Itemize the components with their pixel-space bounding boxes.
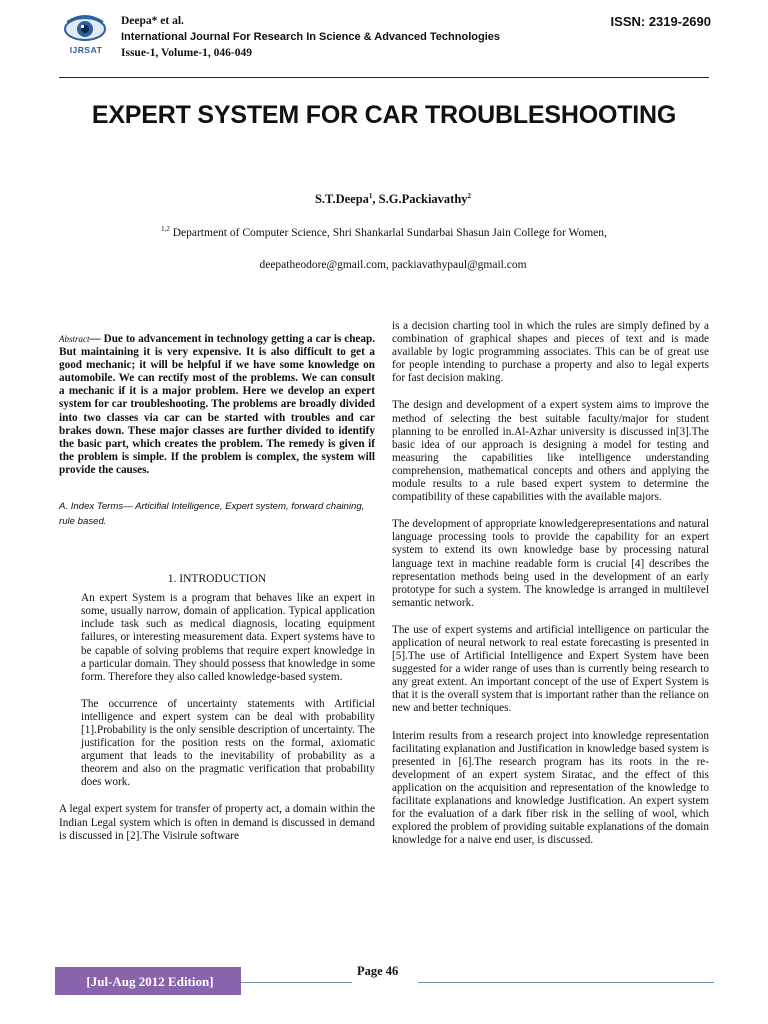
paragraph: A legal expert system for transfer of property act, a domain within the Indian Legal system which is often in demand is discussed in demand is discussed in [2].The Visirule software [59, 803, 375, 842]
section-heading-introduction: 1. INTRODUCTION [167, 573, 267, 586]
author-1-sup: 1 [368, 191, 373, 200]
left-column [59, 333, 375, 857]
affiliation-text: Department of Computer Science, Shri Shankarlal Sundarbai Shasun Jain College for Women, [169, 227, 607, 239]
author-1: S.T.Deepa [314, 192, 369, 206]
author-sep: , [372, 192, 379, 206]
abstract-label: Abstract [59, 334, 90, 344]
affiliation [0, 227, 768, 239]
affiliation-sup: 1,2 [161, 225, 170, 234]
right-column [392, 320, 709, 861]
footer-rule-left [240, 982, 352, 983]
abstract [59, 333, 375, 477]
abstract-text: — Due to advancement in technology getting a car is cheap. But maintaining it is very expensive. It is also difficult to get a good mechanic; it will be helpful if we have some knowledge on automobile. We can rectify most of the problems. We can consult a mechanic if it is a major problem. Here we develop an expert system for car troubleshooting. The problems are broadly divided into two classes via car can be started with troubles and car brakes down. These major classes are further divided to identify the basic part, which creates the problem. The remedy is given if the problem is simple. If the problem is complex, the system will provide the causes. [59, 333, 375, 476]
edition-badge: [Jul-Aug 2012 Edition] [60, 973, 240, 991]
paragraph: An expert System is a program that behaves like an expert in some, usually narrow, domain of application. Typical application include task such as medical diagnosis, locating equipment failures, or interesting measurement data. Expert systems have to be capable of solving problems that require expert knowledge in a particular domain. They should possess that knowledge in some form. Therefore they also called knowledge-based system. [81, 592, 375, 683]
paper-title: EXPERT SYSTEM FOR CAR TROUBLESHOOTING [91, 101, 677, 129]
footer-rule-right [418, 982, 714, 983]
journal-logo [58, 14, 114, 60]
author-emails: deepatheodore@gmail.com, packiavathypaul@gmail.com [259, 259, 527, 271]
author-2-sup: 2 [467, 191, 472, 200]
header-issue: Issue-1, Volume-1, 046-049 [121, 47, 252, 59]
paragraph: The design and development of a expert system aims to improve the method of selecting the best suitable faculty/major for student planning to be enrolled in.Al-Azhar university is discussed in[3].The basic idea of our approach is designing a model for testing and measuring the capabilities like intelligence understanding comprehension, mathematical concepts and others and applying the module results to a rule based expert system to determine the compatibility of these capabilities with the available majors. [392, 399, 709, 504]
header-journal: International Journal For Research In Science & Advanced Technologies [121, 31, 500, 43]
page-number: Page 46 [357, 964, 399, 978]
author-2: S.G.Packiavathy [378, 192, 468, 206]
paragraph: The development of appropriate knowledgerepresentations and natural language processing tools to provide the capability for an expert system to extend its own knowledge base by processing natural language text in machine readable form is crucial [4] describes the representation methods being used in the development of an early prototype for such a system. The knowledge is arranged in multilevel semantic network. [392, 518, 709, 609]
header-author: Deepa* et al. [121, 15, 184, 27]
running-header [121, 13, 500, 61]
header-divider [59, 77, 709, 78]
paragraph: The use of expert systems and artificial intelligence on particular the application of neural network to real estate forecasting is presented in [5].The use of Artificial Intelligence and Expert System have been suggested for a wider range of uses than is currently being research to any great extent. An important concept of the use of Expert System is that it is the overall system that is important rather than the reliance on new and better techniques. [392, 623, 709, 715]
paragraph: Interim results from a research project into knowledge representation facilitating explanation and Justification in knowledge based system is presented in [6].The research program has its roots in the re-development of an expert system Siratac, and the effect of this application on the acquisition and representation of the knowledge to facilitate explanations and knowledge Justification. An expert system for the evaluation of a dark fiber risk in the selling of wool, which explored the problem of providing suitable explanations of the domain knowledge for a naive end user, is discussed. [392, 729, 709, 847]
header-issn: ISSN: 2319-2690 [610, 14, 711, 29]
paragraph: The occurrence of uncertainty statements with Artificial intelligence and expert system can be deal with probability [1].Probability is the only sensible description of uncertainty. The justification for the position rests on the formal, axiomatic argument that leads to the inevitability of probability as a theorem and also on the pragmatic verification that probability does work. [81, 697, 375, 789]
author-line [0, 192, 768, 207]
paragraph: is a decision charting tool in which the rules are simply defined by a combination of graphical shapes and pieces of text and is made available by logic programming associates. This can be of great use for people intending to purchase a property and also to legal experts for fast decision making. [392, 320, 709, 385]
logo-text: IJRSAT [69, 45, 103, 55]
index-terms: A. Index Terms— Articifial Intelligence, Expert system, forward chaining, rule based. [59, 501, 365, 528]
